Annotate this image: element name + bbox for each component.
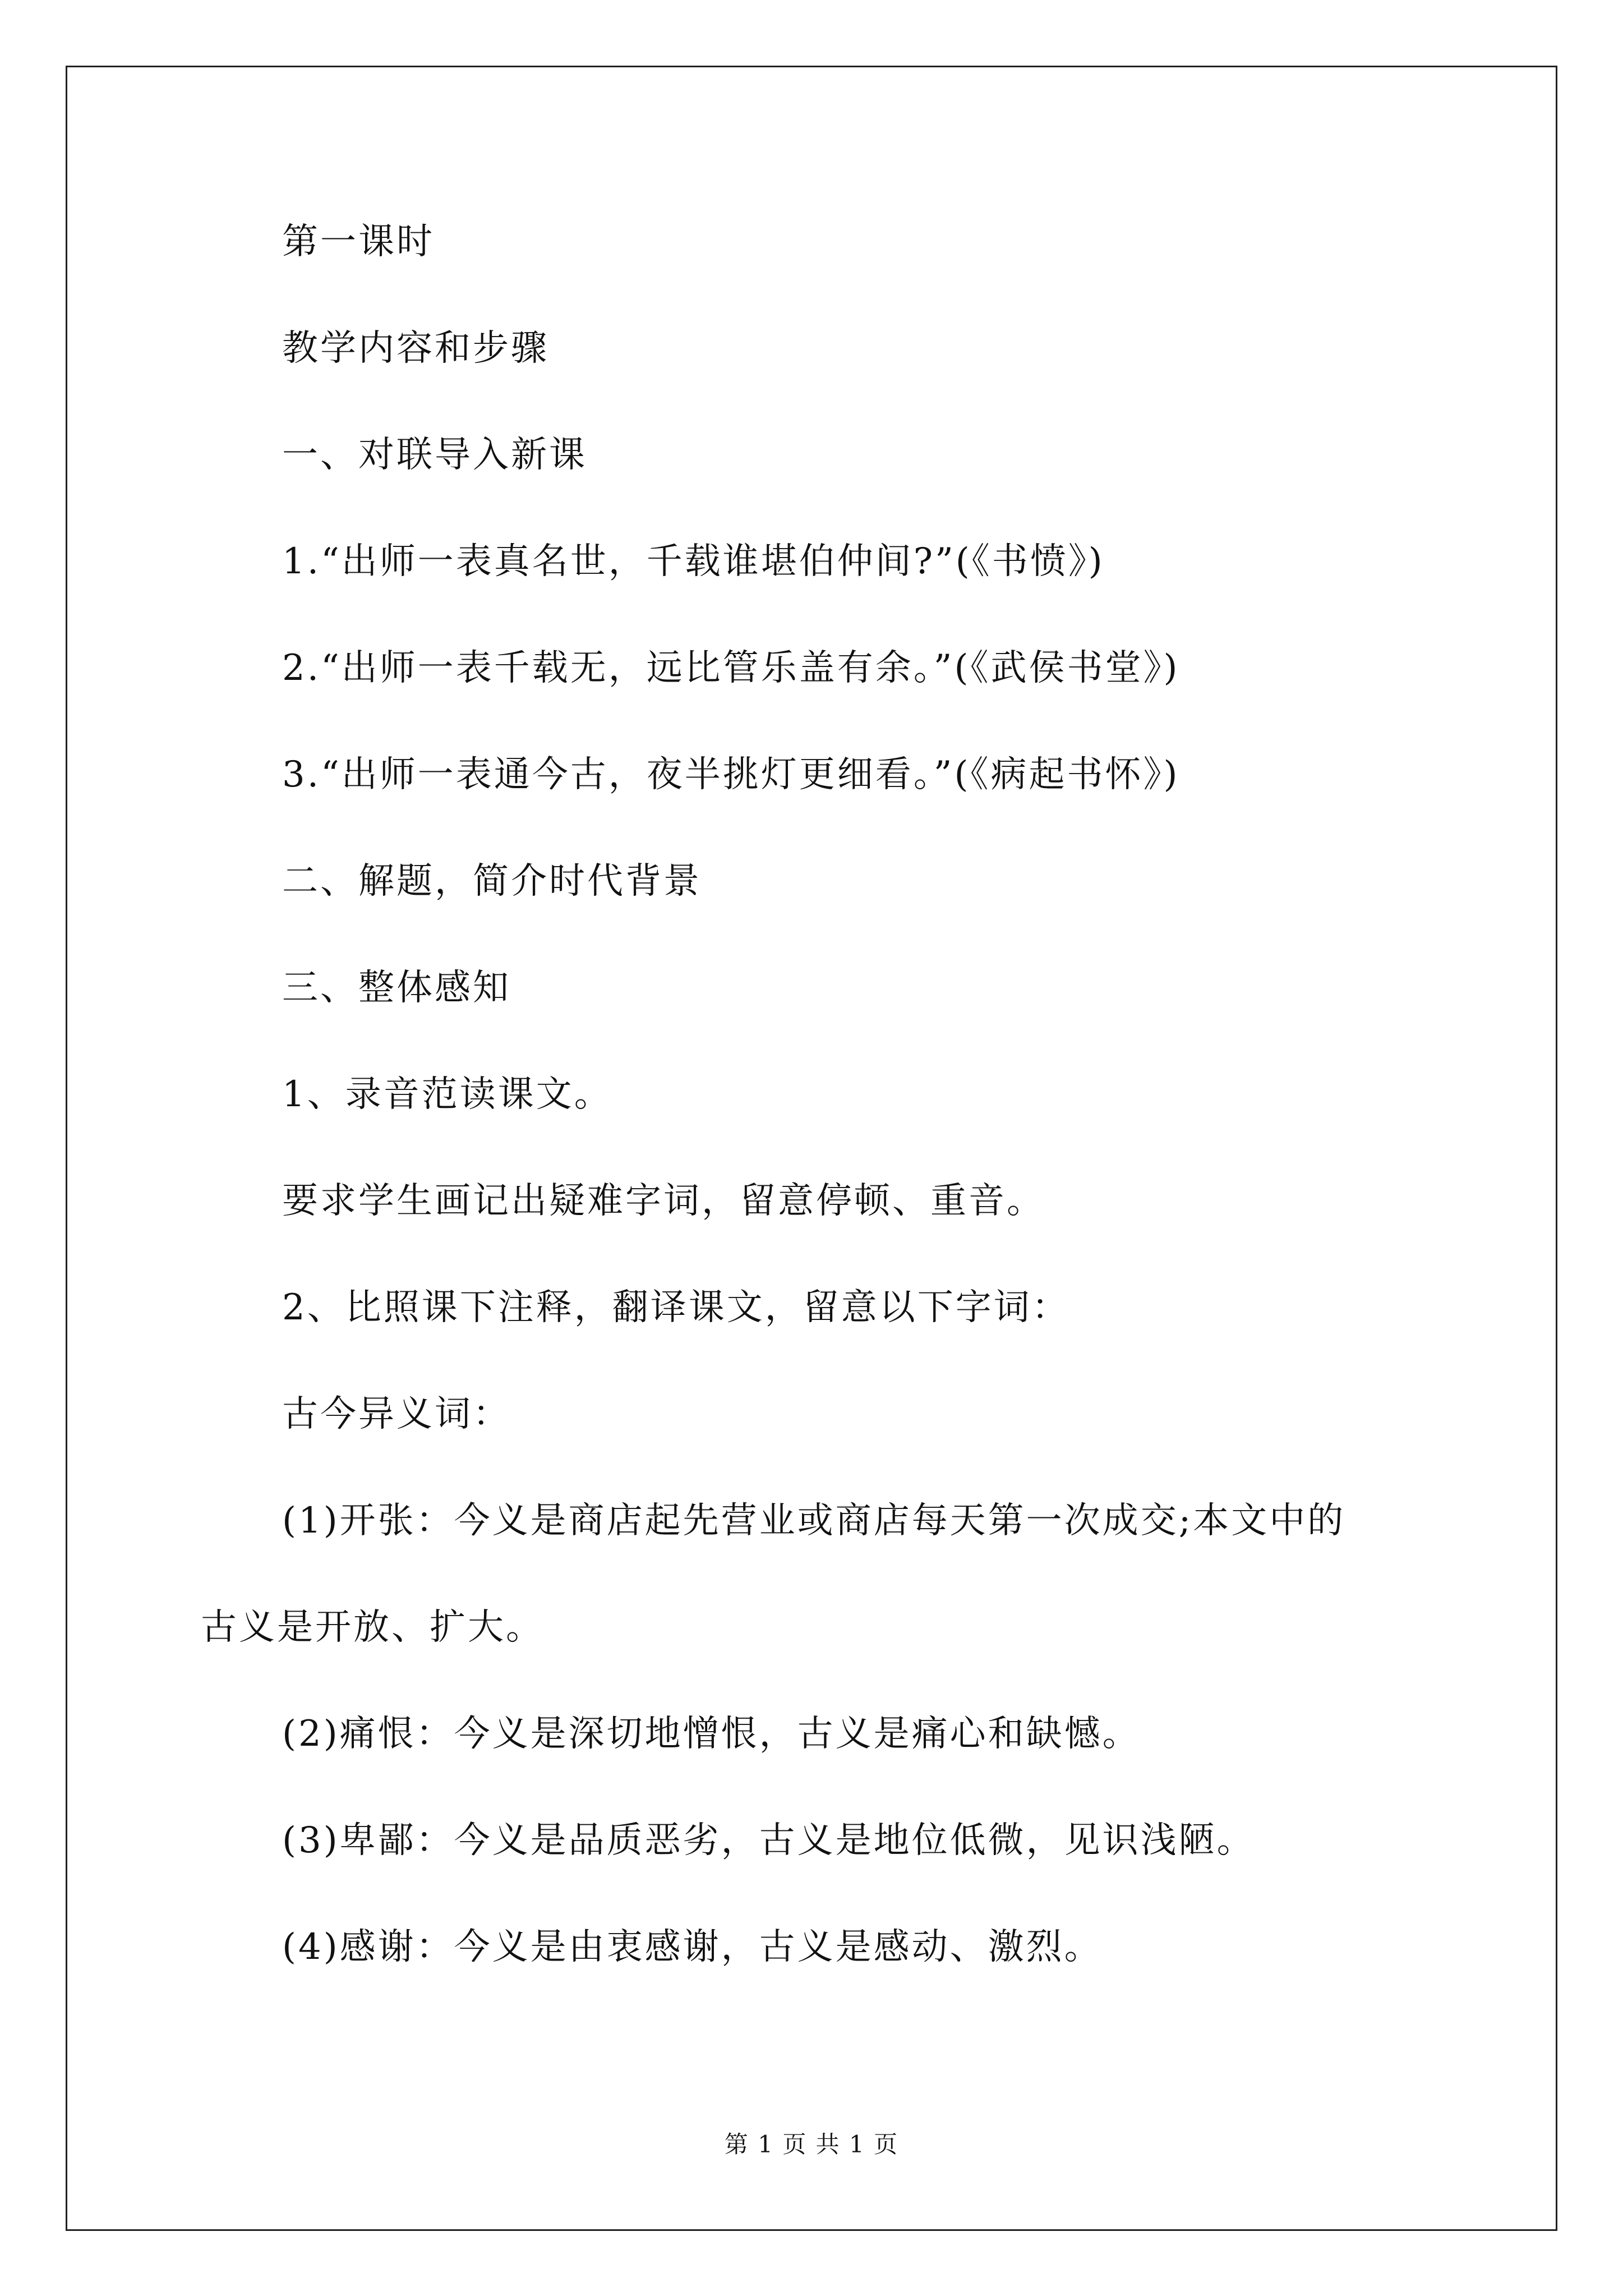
section-heading-content: 教学内容和步骤 — [282, 328, 549, 369]
step-1-requirement: 要求学生画记出疑难字词，留意停顿、重音。 — [282, 1180, 1045, 1222]
couplet-line-1: 1.“出师一表真名世，千载谁堪伯仲间?”(《书愤》) — [282, 541, 1105, 582]
couplet-line-2: 2.“出师一表千载无，远比管乐盖有余。”(《武侯书堂》) — [282, 647, 1180, 689]
page-footer: 第 1 页 共 1 页 — [724, 2131, 899, 2158]
vocab-item-3: (3)卑鄙：今义是品质恶劣，古义是地位低微，见识浅陋。 — [282, 1820, 1255, 1861]
step-1: 1、录音范读课文。 — [282, 1074, 612, 1115]
step-2: 2、比照课下注释，翻译课文，留意以下字词： — [282, 1287, 1070, 1328]
vocab-item-2: (2)痛恨：今义是深切地憎恨，古义是痛心和缺憾。 — [282, 1713, 1141, 1755]
section-heading-three: 三、整体感知 — [282, 967, 511, 1009]
vocab-item-1-line-1: (1)开张：今义是商店起先营业或商店每天第一次成交;本文中的 — [282, 1500, 1346, 1542]
vocab-item-1-line-2: 古义是开放、扩大。 — [201, 1607, 544, 1648]
vocab-item-1 — [201, 1495, 1429, 1653]
section-heading-one: 一、对联导入新课 — [282, 434, 587, 476]
vocab-heading: 古今异义词： — [282, 1393, 511, 1435]
couplet-line-3: 3.“出师一表通今古，夜半挑灯更细看。”(《病起书怀》) — [282, 754, 1180, 795]
section-heading-two: 二、解题，简介时代背景 — [282, 861, 702, 902]
document-body — [201, 216, 1429, 2028]
vocab-item-4: (4)感谢：今义是由衷感谢，古义是感动、激烈。 — [282, 1926, 1103, 1968]
lesson-heading: 第一课时 — [282, 221, 435, 263]
